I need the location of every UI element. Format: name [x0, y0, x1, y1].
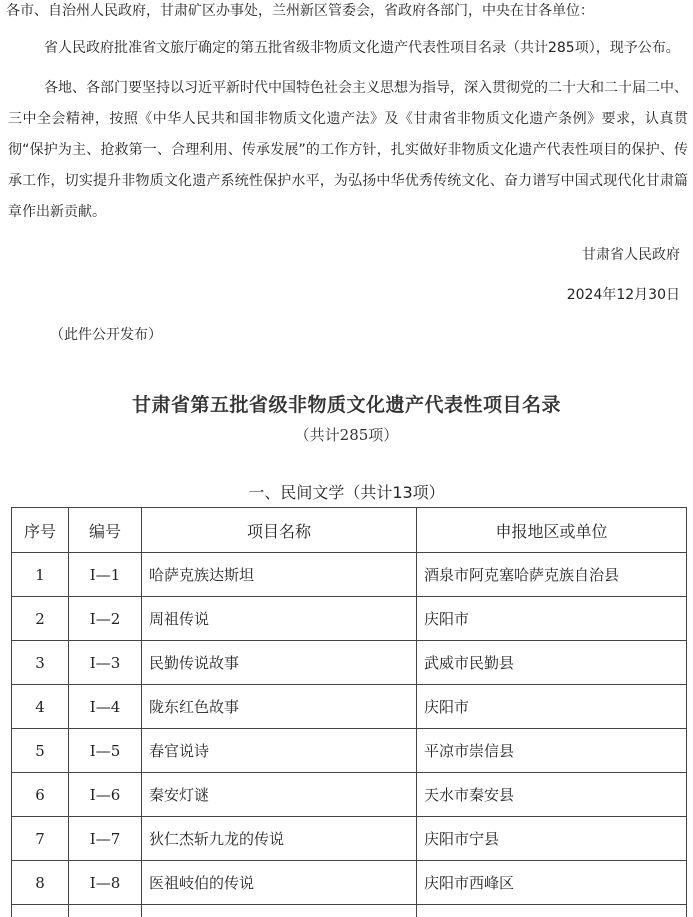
- cell-name: 民勤传说故事: [142, 641, 417, 685]
- heritage-table: [11, 507, 687, 917]
- table-row: [12, 685, 687, 729]
- header-name: 项目名称: [142, 508, 417, 553]
- table-row: [12, 641, 687, 685]
- notice-signer: 甘肃省人民政府: [582, 245, 680, 265]
- cell-empty: [417, 905, 687, 917]
- table-row: [12, 597, 687, 641]
- cell-name: 医祖岐伯的传说: [142, 861, 417, 905]
- cell-code: Ⅰ—2: [69, 597, 142, 641]
- list-count: （共计285项）: [0, 424, 693, 446]
- cell-name: 周祖传说: [142, 597, 417, 641]
- table-row: [12, 729, 687, 773]
- cell-seq: 6: [12, 773, 69, 817]
- cell-code: Ⅰ—3: [69, 641, 142, 685]
- cell-seq: 8: [12, 861, 69, 905]
- cell-region: 酒泉市阿克塞哈萨克族自治县: [417, 553, 687, 597]
- table-row: [12, 773, 687, 817]
- cell-region: 庆阳市宁县: [417, 817, 687, 861]
- cell-code: Ⅰ—4: [69, 685, 142, 729]
- cell-name: 春官说诗: [142, 729, 417, 773]
- cell-name: 哈萨克族达斯坦: [142, 553, 417, 597]
- notice-paragraph-2: 各地、各部门要坚持以习近平新时代中国特色社会主义思想为指导，深入贯彻党的二十大和二十届二中、三中全会精神，按照《中华人民共和国非物质文化遗产法》及《甘肃省非物质文化遗产条例》要求，认真贯彻“保护为主、抢救第一、合理利用、传承发展”的工作方针，扎实做好非物质文化遗产代表性项目的保护、传承工作，切实提升非物质文化遗产系统性保护水平，为弘扬中华优秀传统文化、奋力谱写中国式现代化甘肃篇章作出新贡献。: [8, 73, 688, 228]
- cell-region: 庆阳市西峰区: [417, 861, 687, 905]
- table-row: [12, 861, 687, 905]
- table-header-row: [12, 508, 687, 553]
- public-release-note: （此件公开发布）: [50, 325, 162, 345]
- cell-empty: [12, 905, 69, 917]
- notice-date: 2024年12月30日: [567, 285, 680, 305]
- cell-code: Ⅰ—1: [69, 553, 142, 597]
- cell-code: Ⅰ—8: [69, 861, 142, 905]
- cell-empty: [69, 905, 142, 917]
- header-seq: 序号: [12, 508, 69, 553]
- cell-seq: 3: [12, 641, 69, 685]
- cell-seq: 4: [12, 685, 69, 729]
- cell-code: Ⅰ—5: [69, 729, 142, 773]
- cell-region: 庆阳市: [417, 597, 687, 641]
- cell-code: Ⅰ—7: [69, 817, 142, 861]
- cell-region: 武威市民勤县: [417, 641, 687, 685]
- cell-code: Ⅰ—6: [69, 773, 142, 817]
- cell-seq: 2: [12, 597, 69, 641]
- table-row: [12, 817, 687, 861]
- header-region: 申报地区或单位: [417, 508, 687, 553]
- notice-addressee: 各市、自治州人民政府，甘肃矿区办事处，兰州新区管委会，省政府各部门，中央在甘各单位：: [6, 1, 594, 21]
- cell-seq: 7: [12, 817, 69, 861]
- table-row: [12, 553, 687, 597]
- cell-region: 庆阳市: [417, 685, 687, 729]
- cell-name: 狄仁杰斩九龙的传说: [142, 817, 417, 861]
- cell-seq: 5: [12, 729, 69, 773]
- table-row-cut-off: [12, 905, 687, 917]
- list-title: 甘肃省第五批省级非物质文化遗产代表性项目名录: [0, 391, 693, 419]
- section-title: 一、民间文学（共计13项）: [0, 482, 693, 504]
- cell-seq: 1: [12, 553, 69, 597]
- header-code: 编号: [69, 508, 142, 553]
- cell-region: 平凉市崇信县: [417, 729, 687, 773]
- cell-region: 天水市秦安县: [417, 773, 687, 817]
- cell-empty: [142, 905, 417, 917]
- cell-name: 陇东红色故事: [142, 685, 417, 729]
- notice-paragraph-1: 省人民政府批准省文旅厅确定的第五批省级非物质文化遗产代表性项目名录（共计285项），现予公布。: [44, 38, 680, 58]
- cell-name: 秦安灯谜: [142, 773, 417, 817]
